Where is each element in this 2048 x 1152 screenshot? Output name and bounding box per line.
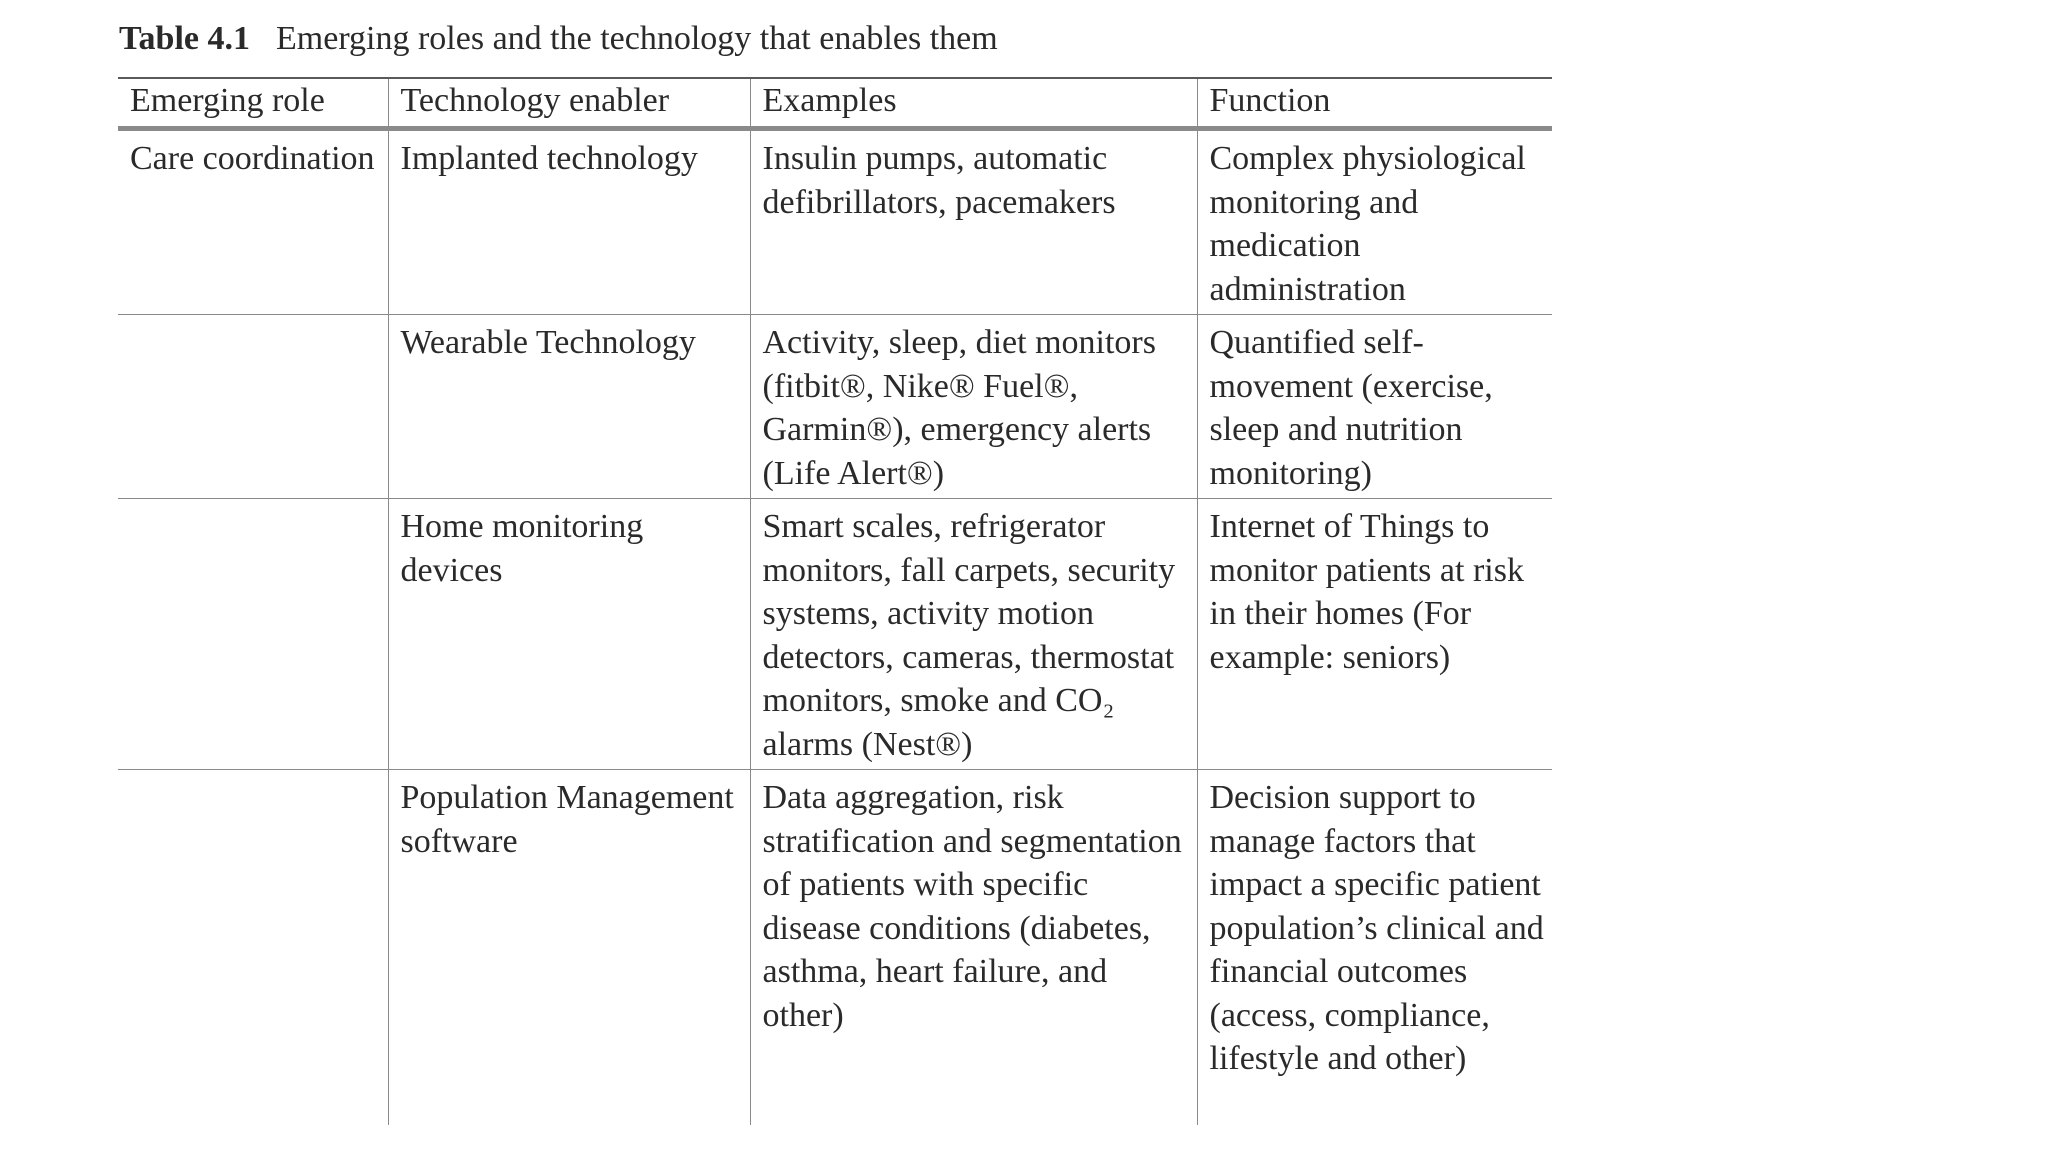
cell-examples: Insulin pumps, automatic defibrillators, pacemakers bbox=[750, 129, 1197, 315]
header-row bbox=[118, 78, 1552, 129]
roles-technology-table bbox=[118, 77, 1552, 1125]
cell-role: Care coordination bbox=[130, 140, 375, 177]
table-row bbox=[118, 315, 1552, 499]
header-examples: Examples bbox=[750, 78, 1197, 129]
cell-examples: Data aggregation, risk stratification and segmentation of patients with specific disease conditions (diabetes, asthma, heart failure, and other) bbox=[750, 770, 1197, 1126]
table-number: Table 4.1 bbox=[119, 20, 251, 57]
cell-role bbox=[118, 770, 388, 1126]
cell-enabler: Wearable Technology bbox=[388, 315, 750, 499]
cell-role bbox=[118, 315, 388, 499]
cell-enabler: Implanted technology bbox=[388, 129, 750, 315]
table-title: Emerging roles and the technology that enables them bbox=[276, 20, 998, 57]
table-body bbox=[118, 129, 1552, 1126]
cell-enabler: Home monitoring devices bbox=[388, 499, 750, 770]
table-header bbox=[118, 78, 1552, 129]
table-row bbox=[118, 499, 1552, 770]
header-emerging-role: Emerging role bbox=[118, 78, 388, 129]
table-caption bbox=[119, 18, 998, 60]
cell-function: Decision support to manage factors that impact a specific patient population’s clinical and financial outcomes (access, compliance, lifestyle and other) bbox=[1197, 770, 1552, 1126]
cell-enabler: Population Management software bbox=[388, 770, 750, 1126]
cell-function: Complex physiological monitoring and medication administration bbox=[1197, 129, 1552, 315]
header-function: Function bbox=[1197, 78, 1552, 129]
cell-function: Quantified self-movement (exercise, sleep and nutrition monitoring) bbox=[1197, 315, 1552, 499]
cell-role bbox=[118, 499, 388, 770]
header-technology-enabler: Technology enabler bbox=[388, 78, 750, 129]
cell-examples: Smart scales, refrigerator monitors, fall carpets, security systems, activity motion detectors, cameras, thermostat monitors, smoke and CO₂ alarms (Nest®) bbox=[750, 499, 1197, 770]
table-row bbox=[118, 129, 1552, 315]
cell-function: Internet of Things to monitor patients at risk in their homes (For example: seniors) bbox=[1197, 499, 1552, 770]
table-row bbox=[118, 770, 1552, 1126]
cell-examples: Activity, sleep, diet monitors (fitbit®, Nike® Fuel®, Garmin®), emergency alerts (Life Alert®) bbox=[750, 315, 1197, 499]
